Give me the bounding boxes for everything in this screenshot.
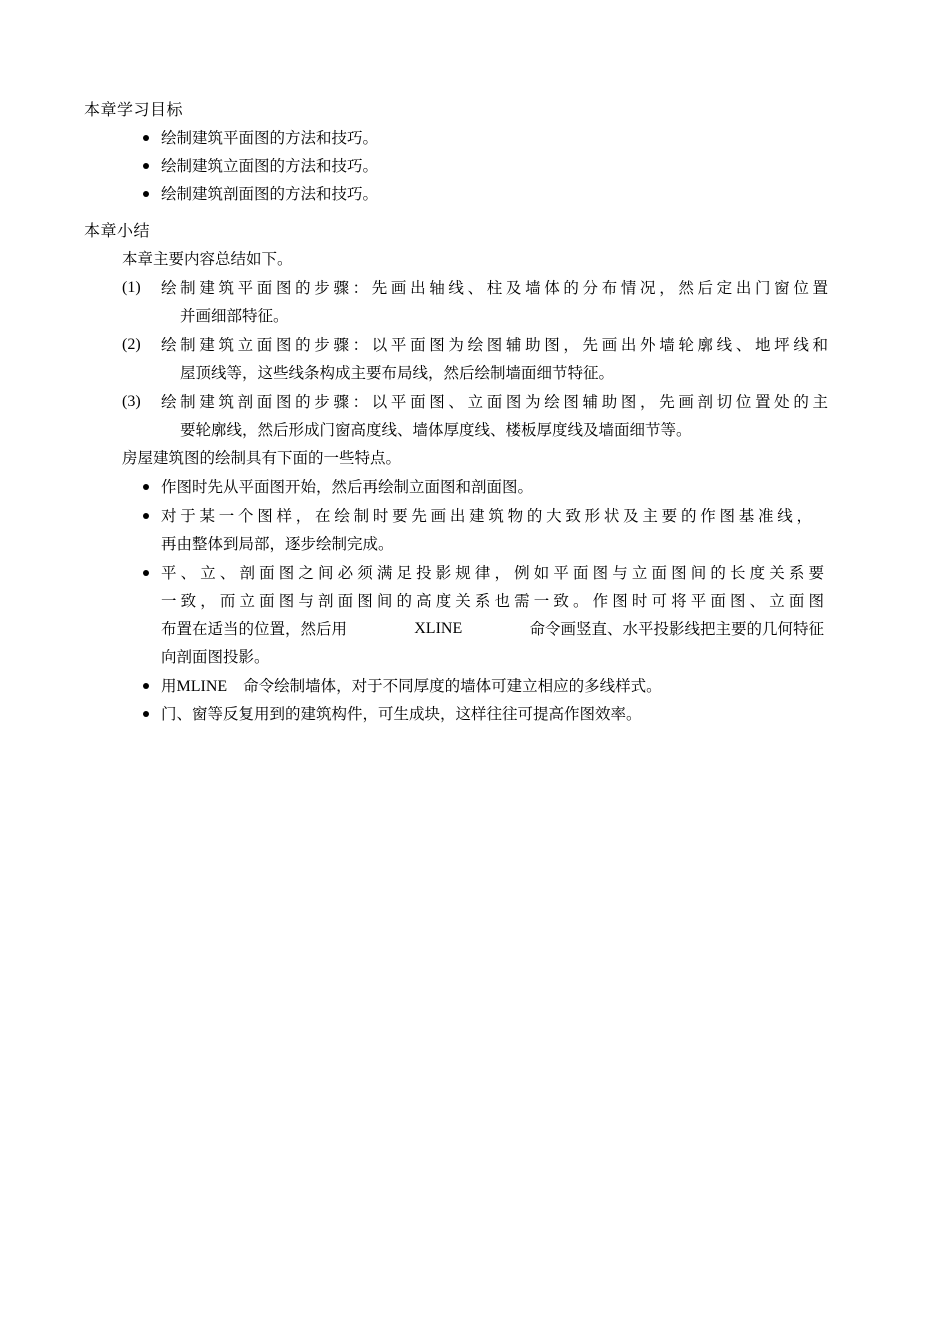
bullet-icon bbox=[143, 484, 149, 490]
feature-item: 门、窗等反复用到的建筑构件，可生成块，这样往往可提高作图效率。 bbox=[161, 705, 642, 723]
feature-text: 用 bbox=[161, 677, 177, 695]
summary-heading: 本章小结 bbox=[84, 221, 151, 240]
command-name: MLINE bbox=[176, 678, 228, 695]
feature-item bbox=[161, 675, 662, 698]
step-text: 绘制建筑平面图的步骤：先画出轴线、柱及墙体的分布情况，然后定出门窗位置 bbox=[161, 279, 828, 297]
goal-item: 绘制建筑立面图的方法和技巧。 bbox=[161, 157, 379, 175]
feature-item-continued bbox=[161, 618, 824, 640]
feature-text: 命令绘制墙体，对于不同厚度的墙体可建立相应的多线样式。 bbox=[243, 677, 662, 695]
bullet-icon bbox=[143, 191, 149, 197]
feature-item: 对于某一个图样，在绘制时要先画出建筑物的大致形状及主要的作图基准线， bbox=[161, 507, 812, 525]
feature-item-continued: 一致，而立面图与剖面图间的高度关系也需一致。作图时可将平面图、立面图 bbox=[161, 592, 824, 610]
goal-item: 绘制建筑平面图的方法和技巧。 bbox=[161, 129, 379, 147]
step-number: (1) bbox=[122, 279, 141, 296]
feature-text: 命令画竖直、水平投影线把主要的几何特征 bbox=[529, 620, 824, 638]
step-text: 绘制建筑立面图的步骤：以平面图为绘图辅助图，先画出外墙轮廓线、地坪线和 bbox=[161, 336, 828, 354]
summary-intro: 本章主要内容总结如下。 bbox=[122, 250, 293, 268]
bullet-icon bbox=[143, 683, 149, 689]
bullet-icon bbox=[143, 513, 149, 519]
bullet-icon bbox=[143, 163, 149, 169]
step-text-continued: 屋顶线等，这些线条构成主要布局线，然后绘制墙面细节特征。 bbox=[180, 364, 615, 382]
goals-heading: 本章学习目标 bbox=[84, 100, 184, 119]
command-name: XLINE bbox=[414, 620, 463, 637]
feature-item-continued: 再由整体到局部，逐步绘制完成。 bbox=[161, 535, 394, 553]
feature-item-continued: 向剖面图投影。 bbox=[161, 648, 270, 666]
step-text-continued: 并画细部特征。 bbox=[180, 307, 289, 325]
step-text-continued: 要轮廓线，然后形成门窗高度线、墙体厚度线、楼板厚度线及墙面细节等。 bbox=[180, 421, 692, 439]
features-intro: 房屋建筑图的绘制具有下面的一些特点。 bbox=[122, 449, 402, 467]
step-number: (2) bbox=[122, 336, 141, 353]
bullet-icon bbox=[143, 570, 149, 576]
step-number: (3) bbox=[122, 393, 141, 410]
feature-item: 作图时先从平面图开始，然后再绘制立面图和剖面图。 bbox=[161, 478, 534, 496]
feature-item: 平、立、剖面图之间必须满足投影规律，例如平面图与立面图间的长度关系要 bbox=[161, 564, 824, 582]
bullet-icon bbox=[143, 711, 149, 717]
goal-item: 绘制建筑剖面图的方法和技巧。 bbox=[161, 185, 379, 203]
step-text: 绘制建筑剖面图的步骤：以平面图、立面图为绘图辅助图，先画剖切位置处的主 bbox=[161, 393, 828, 411]
feature-text: 布置在适当的位置，然后用 bbox=[161, 620, 348, 638]
bullet-icon bbox=[143, 135, 149, 141]
